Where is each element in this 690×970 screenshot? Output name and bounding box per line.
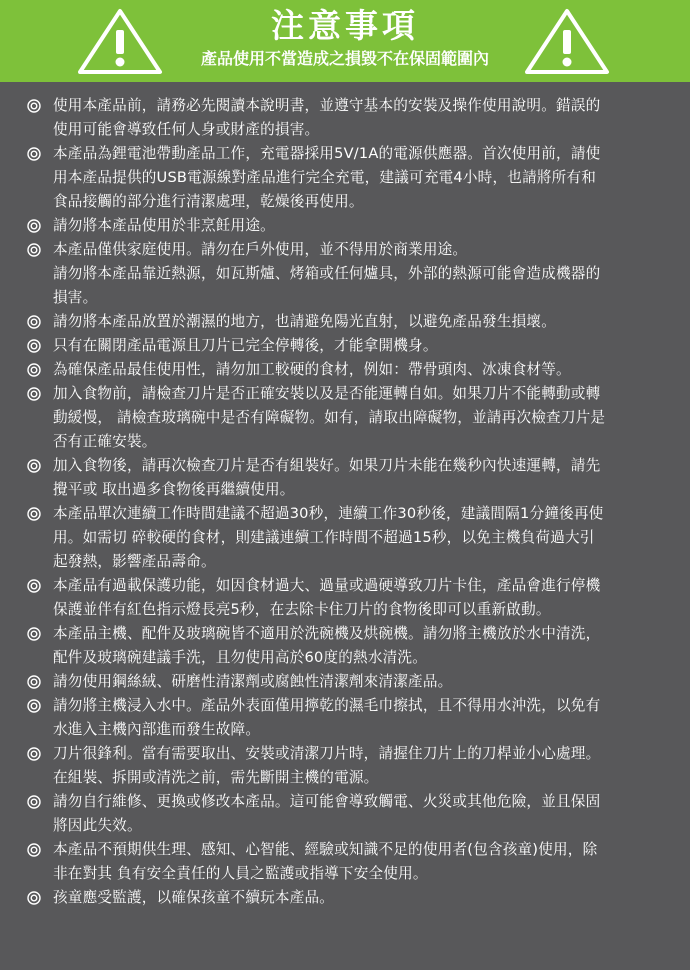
notice-item bbox=[0, 382, 690, 454]
notice-item bbox=[0, 886, 690, 910]
double-circle-bullet-icon bbox=[27, 675, 41, 689]
notice-item bbox=[0, 142, 690, 214]
notice-text-line: 非在對其 負有安全責任的人員之監護或指導下安全使用。 bbox=[53, 865, 428, 882]
notice-text-line: 請勿使用鋼絲絨、研磨性清潔劑或腐蝕性清潔劑來清潔產品。 bbox=[53, 673, 453, 690]
notice-item bbox=[0, 670, 690, 694]
notice-text-line: 本產品為鋰電池帶動產品工作，充電器採用5V/1A的電源供應器。首次使用前，請使 bbox=[53, 145, 601, 162]
notice-item bbox=[0, 742, 690, 790]
notice-item bbox=[0, 694, 690, 742]
notice-text-line: 刀片很鋒利。當有需要取出、安裝或清潔刀片時，請握住刀片上的刀桿並小心處理。 bbox=[53, 745, 601, 762]
notice-text-line: 保護並伴有紅色指示燈長亮5秒，在去除卡住刀片的食物後即可以重新啟動。 bbox=[53, 601, 551, 618]
notice-text-line: 使用可能會導致任何人身或財產的損害。 bbox=[53, 121, 320, 138]
notice-list bbox=[0, 94, 690, 910]
double-circle-bullet-icon bbox=[27, 387, 41, 401]
notice-text-line: 請勿將本產品放置於潮濕的地方，也請避免陽光直射，以避免產品發生損壞。 bbox=[53, 313, 556, 330]
double-circle-bullet-icon bbox=[27, 795, 41, 809]
double-circle-bullet-icon bbox=[27, 627, 41, 641]
notice-text-line: 配件及玻璃碗建議手洗，且勿使用高於60度的熱水清洗。 bbox=[53, 649, 428, 666]
notice-item bbox=[0, 238, 690, 310]
double-circle-bullet-icon bbox=[27, 363, 41, 377]
double-circle-bullet-icon bbox=[27, 459, 41, 473]
notice-text-line: 孩童應受監護，以確保孩童不續玩本產品。 bbox=[53, 889, 335, 906]
notice-text-line: 本產品有過載保護功能，如因食材過大、過量或過硬導致刀片卡住，產品會進行停機 bbox=[53, 577, 601, 594]
notice-item bbox=[0, 334, 690, 358]
notice-text-line: 請勿將本產品靠近熱源，如瓦斯爐、烤箱或任何爐具，外部的熱源可能會造成機器的 bbox=[53, 265, 601, 282]
notice-item bbox=[0, 622, 690, 670]
notice-text-line: 損害。 bbox=[53, 289, 98, 306]
double-circle-bullet-icon bbox=[27, 219, 41, 233]
notice-text-line: 請勿將本產品使用於非烹飪用途。 bbox=[53, 217, 275, 234]
notice-text-line: 將因此失效。 bbox=[53, 817, 142, 834]
notice-text-line: 在組裝、拆開或清洗之前，需先斷開主機的電源。 bbox=[53, 769, 379, 786]
double-circle-bullet-icon bbox=[27, 699, 41, 713]
notice-item bbox=[0, 214, 690, 238]
notice-text-line: 本產品主機、配件及玻璃碗皆不適用於洗碗機及烘碗機。請勿將主機放於水中清洗， bbox=[53, 625, 601, 642]
notice-item bbox=[0, 502, 690, 574]
notice-text-line: 攪平或 取出過多食物後再繼續使用。 bbox=[53, 481, 295, 498]
double-circle-bullet-icon bbox=[27, 315, 41, 329]
warning-triangle-icon bbox=[523, 6, 611, 76]
double-circle-bullet-icon bbox=[27, 747, 41, 761]
notice-text-line: 請勿將主機浸入水中。產品外表面僅用擰乾的濕毛巾擦拭，且不得用水沖洗，以免有 bbox=[53, 697, 601, 714]
notice-item bbox=[0, 574, 690, 622]
notice-item bbox=[0, 838, 690, 886]
notice-item bbox=[0, 454, 690, 502]
notice-text-line: 水進入主機內部進而發生故障。 bbox=[53, 721, 261, 738]
notice-text-line: 只有在關閉產品電源且刀片已完全停轉後，才能拿開機身。 bbox=[53, 337, 438, 354]
notice-text-line: 用。如需切 碎較硬的食材，則建議連續工作時間不超過15秒，以免主機負荷過大引 bbox=[53, 529, 595, 546]
notice-text-line: 請勿自行維修、更換或修改本產品。這可能會導致觸電、火災或其他危險，並且保固 bbox=[53, 793, 601, 810]
notice-item bbox=[0, 790, 690, 838]
notice-text-line: 起發熱，影響產品壽命。 bbox=[53, 553, 216, 570]
double-circle-bullet-icon bbox=[27, 843, 41, 857]
double-circle-bullet-icon bbox=[27, 147, 41, 161]
notice-item bbox=[0, 358, 690, 382]
notice-text-line: 用本產品提供的USB電源線對產品進行完全充電，建議可充電4小時，也請將所有和 bbox=[53, 169, 597, 186]
notice-text-line: 使用本產品前，請務必先閱讀本說明書，並遵守基本的安裝及操作使用說明。錯誤的 bbox=[53, 97, 601, 114]
double-circle-bullet-icon bbox=[27, 339, 41, 353]
notice-text-line: 加入食物前，請檢查刀片是否正確安裝以及是否能運轉自如。如果刀片不能轉動或轉 bbox=[53, 385, 601, 402]
notice-text-line: 為確保產品最佳使用性，請勿加工較硬的食材，例如：帶骨頭肉、冰凍食材等。 bbox=[53, 361, 571, 378]
double-circle-bullet-icon bbox=[27, 99, 41, 113]
notice-text-line: 動緩慢， 請檢查玻璃碗中是否有障礙物。如有，請取出障礙物，並請再次檢查刀片是 bbox=[53, 409, 606, 426]
notice-text-line: 本產品不預期供生理、感知、心智能、經驗或知識不足的使用者(包含孩童)使用，除 bbox=[53, 841, 598, 858]
double-circle-bullet-icon bbox=[27, 891, 41, 905]
notice-text-line: 本產品單次連續工作時間建議不超過30秒，連續工作30秒後，建議間隔1分鐘後再使 bbox=[53, 505, 604, 522]
header-banner bbox=[0, 0, 690, 82]
double-circle-bullet-icon bbox=[27, 579, 41, 593]
notice-text-line: 食品接觸的部分進行清潔處理，乾燥後再使用。 bbox=[53, 193, 364, 210]
page-subtitle: 產品使用不當造成之損毀不在保固範圍內 bbox=[200, 49, 489, 68]
notice-text-line: 加入食物後，請再次檢查刀片是否有組裝好。如果刀片未能在幾秒內快速運轉，請先 bbox=[53, 457, 601, 474]
notice-item bbox=[0, 94, 690, 142]
page-title: 注意事項 bbox=[271, 6, 419, 45]
double-circle-bullet-icon bbox=[27, 507, 41, 521]
double-circle-bullet-icon bbox=[27, 243, 41, 257]
notice-text-line: 本產品僅供家庭使用。請勿在戶外使用，並不得用於商業用途。 bbox=[53, 241, 468, 258]
notice-item bbox=[0, 310, 690, 334]
notice-text-line: 否有正確安裝。 bbox=[53, 433, 157, 450]
